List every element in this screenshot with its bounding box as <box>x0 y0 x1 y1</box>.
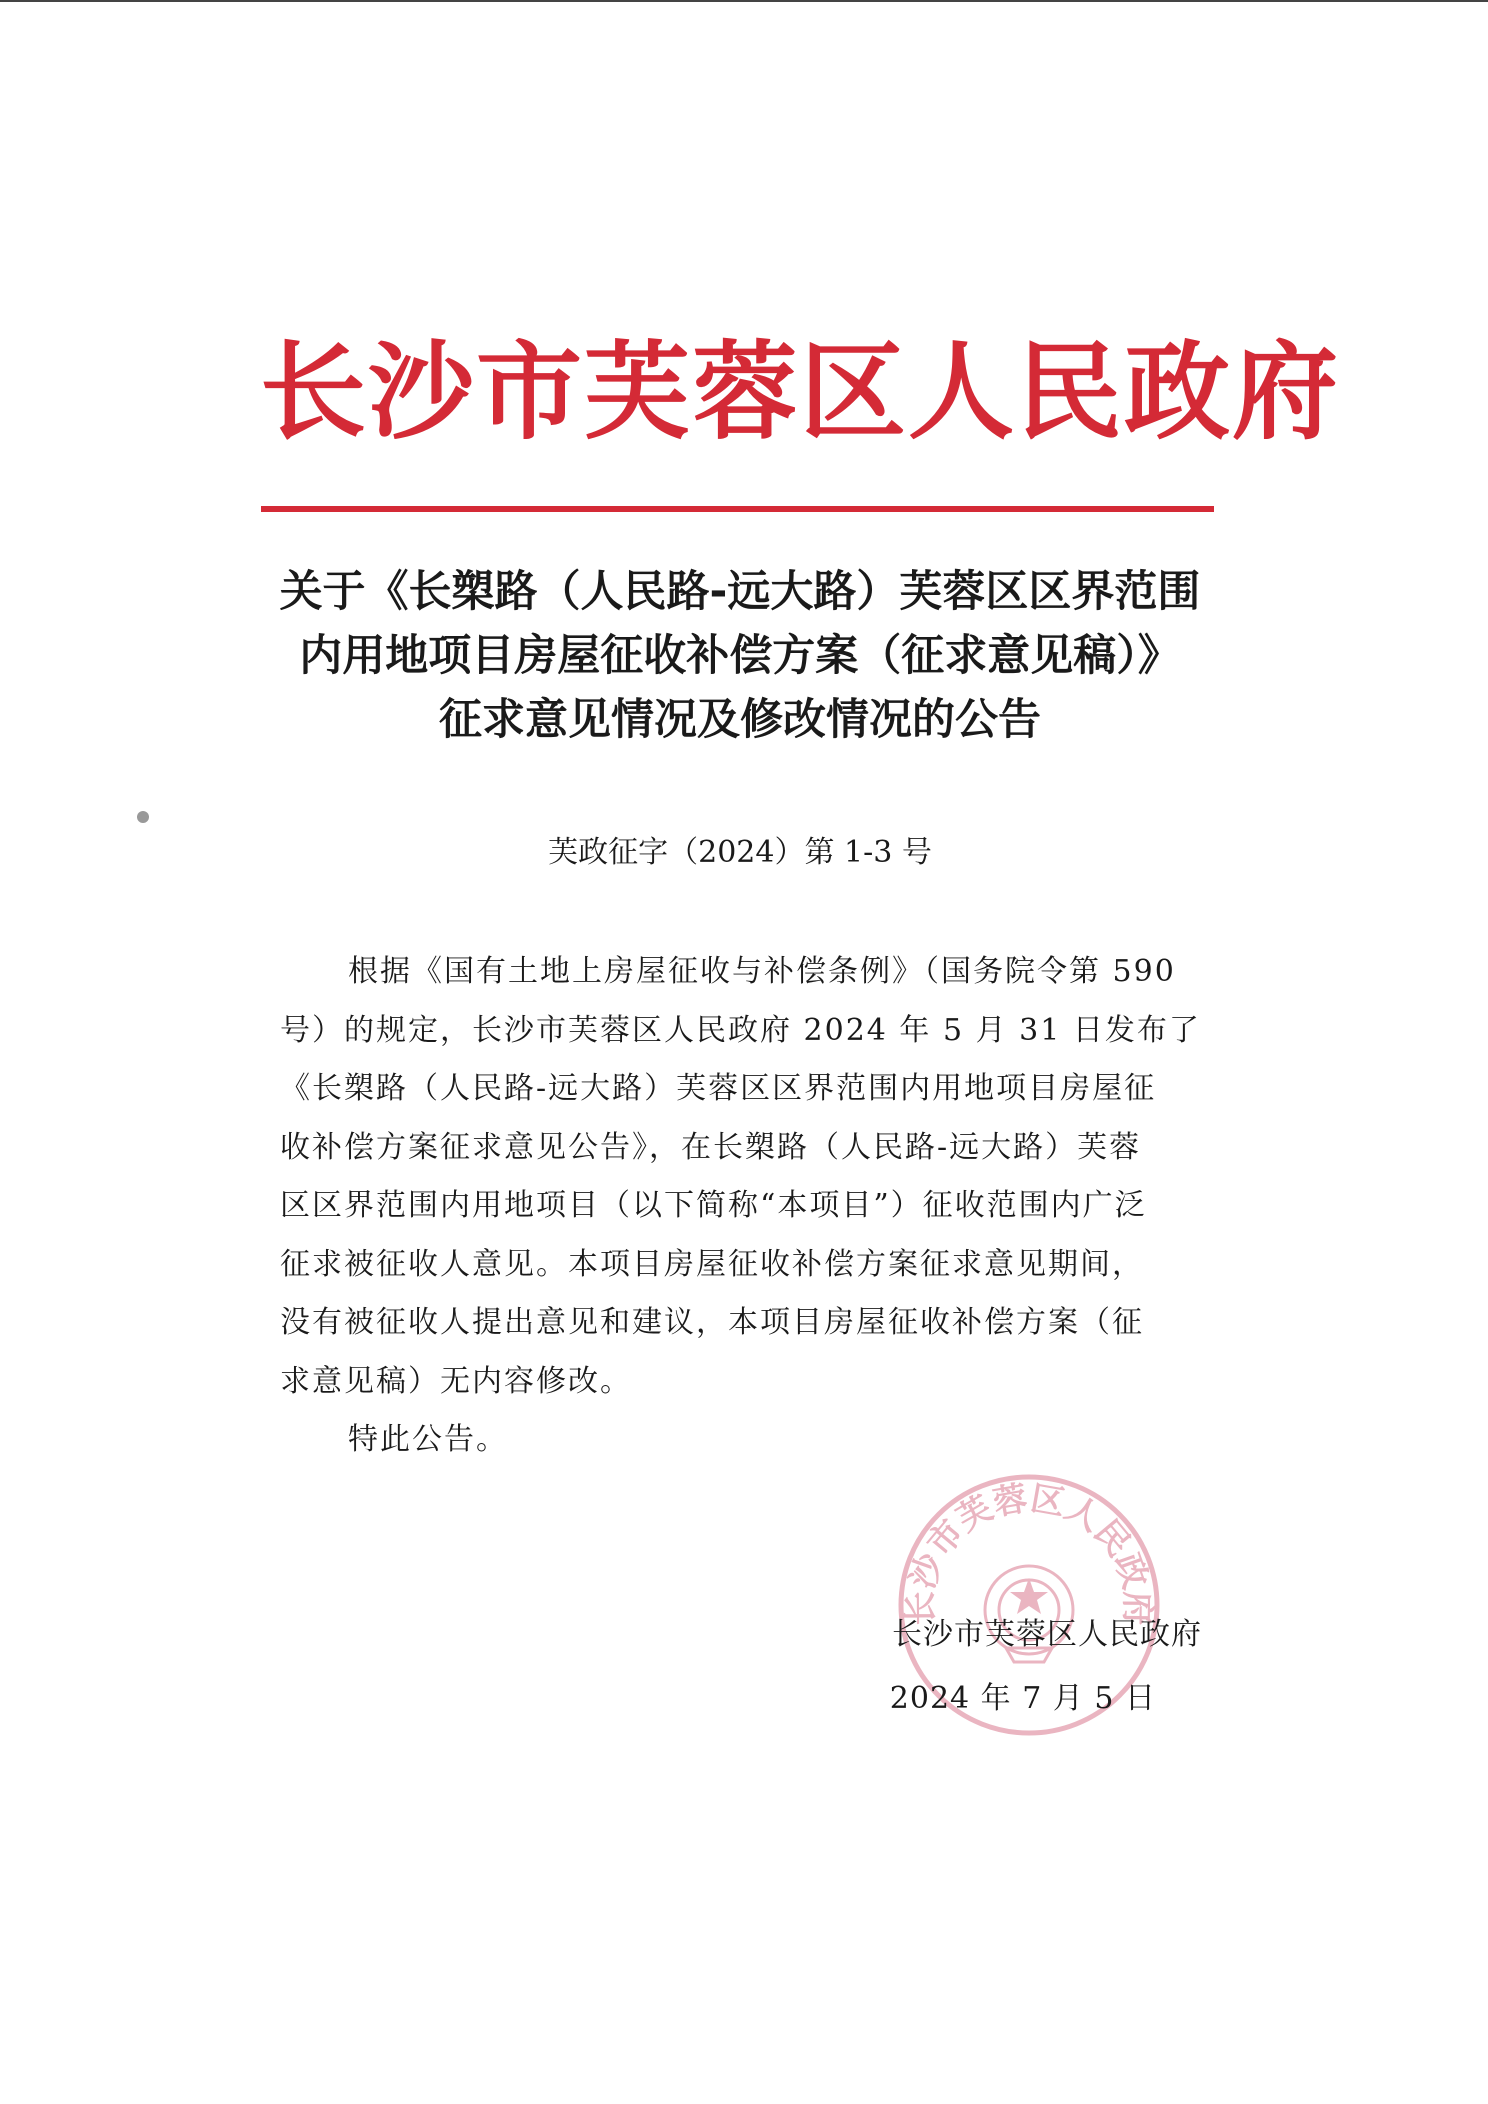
title-line: 内用地项目房屋征收补偿方案（征求意见稿）》 <box>299 631 1181 681</box>
notice-body <box>280 943 1200 1470</box>
closing-line: 特此公告。 <box>348 1422 508 1457</box>
scan-top-edge <box>0 0 1488 2</box>
seal-text-path: 长沙市芙蓉区人民政府 <box>900 1478 1158 1626</box>
issuing-authority: 长沙市芙蓉区人民政府 <box>892 1617 1202 1652</box>
scan-speck <box>137 811 149 823</box>
document-number: 芙政征字（2024）第 1-3 号 <box>548 835 932 870</box>
body-line: 征求被征收人意见。本项目房屋征收补偿方案征求意见期间， <box>280 1246 1144 1282</box>
signature-block <box>812 1605 1202 1729</box>
body-line: 收补偿方案征求意见公告》，在长槊路（人民路-远大路）芙蓉 <box>280 1129 1142 1165</box>
body-line: 根据《国有土地上房屋征收与补偿条例》（国务院令第 590 <box>348 954 1176 989</box>
body-line: 区区界范围内用地项目（以下简称“本项目”）征收范围内广泛 <box>280 1188 1147 1223</box>
title-line: 关于《长槊路（人民路-远大路）芙蓉区区界范围 <box>279 567 1201 617</box>
body-line: 《长槊路（人民路-远大路）芙蓉区区界范围内用地项目房屋征 <box>280 1071 1157 1106</box>
body-line: 求意见稿）无内容修改。 <box>280 1363 632 1399</box>
seal-text <box>901 1478 1157 1625</box>
body-line: 号）的规定，长沙市芙蓉区人民政府 2024 年 5 月 31 日发布了 <box>280 1012 1201 1048</box>
title-line: 征求意见情况及修改情况的公告 <box>439 695 1041 745</box>
masthead-title: 长沙市芙蓉区人民政府 <box>260 329 1340 454</box>
issue-date: 2024 年 7 月 5 日 <box>889 1681 1156 1716</box>
notice-title <box>260 560 1220 752</box>
body-line: 没有被征收人提出意见和建议，本项目房屋征收补偿方案（征 <box>280 1305 1144 1340</box>
masthead-red-rule <box>261 506 1214 512</box>
